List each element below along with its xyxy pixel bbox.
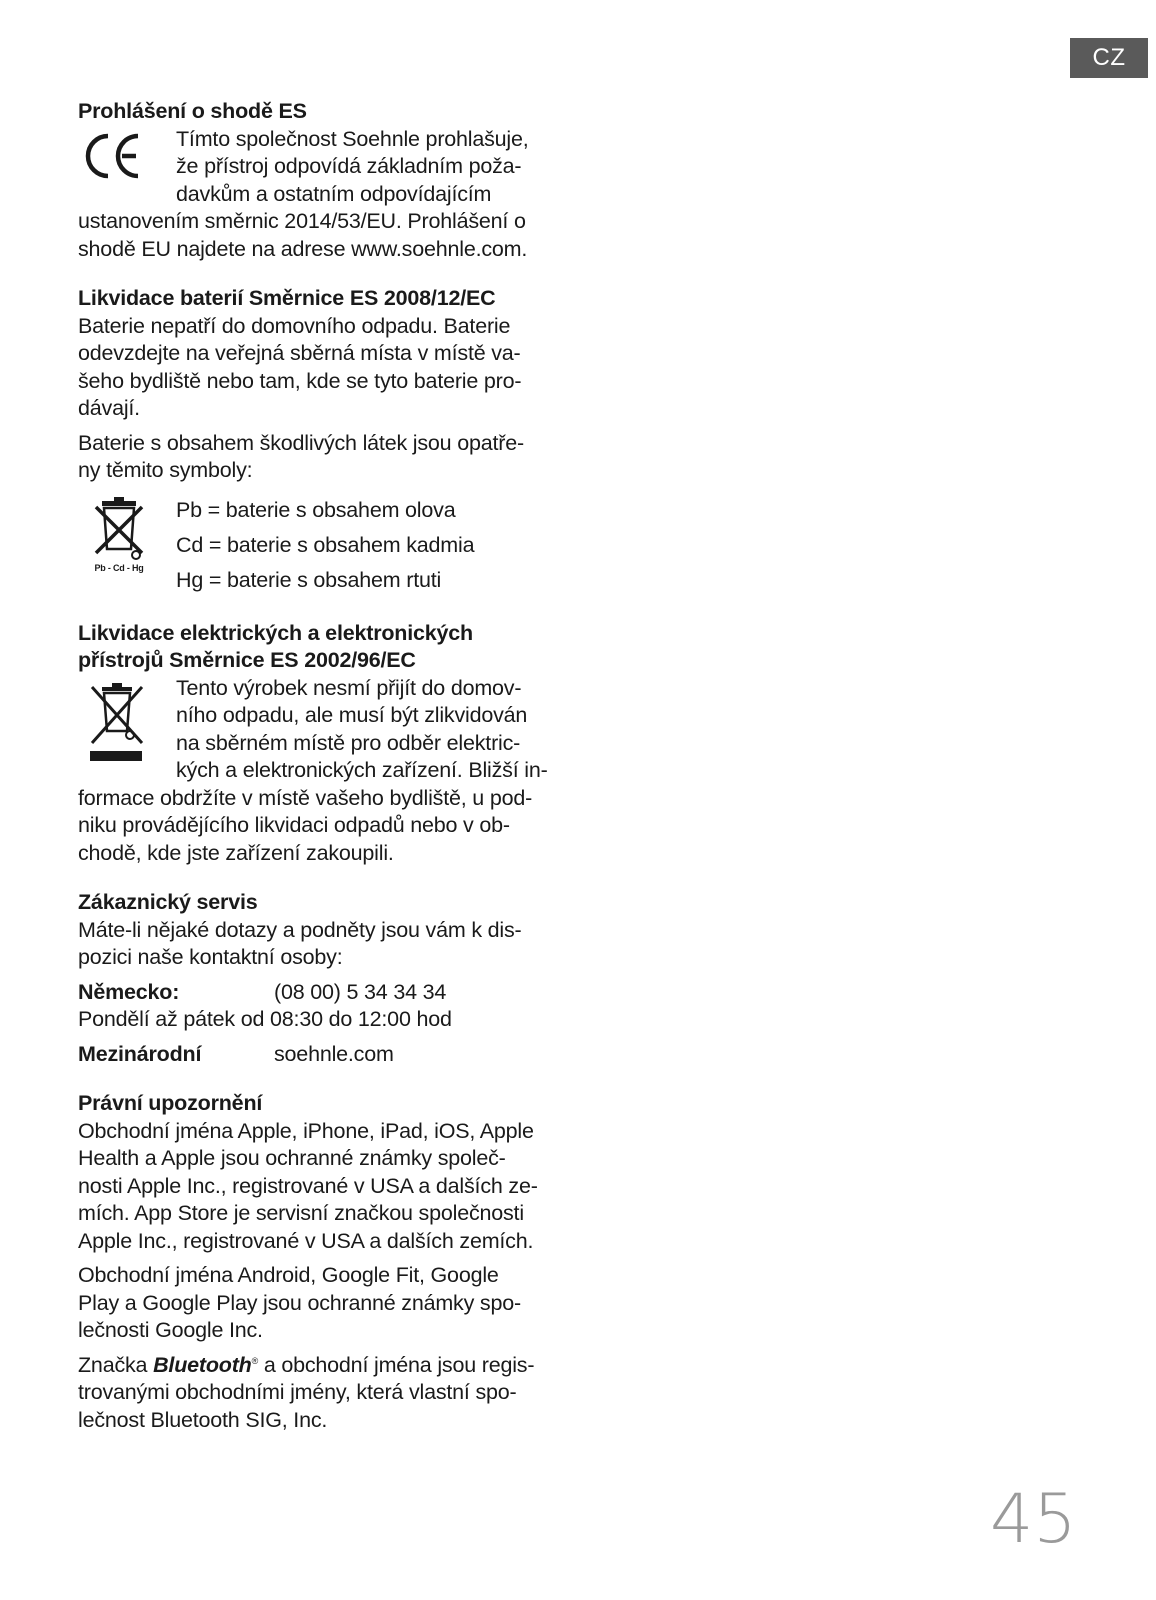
intl-contact — [78, 1041, 568, 1069]
ce-line: ustanovením směrnic 2014/53/EU. Prohlášení o — [78, 209, 526, 233]
bluetooth-prefix: Značka — [78, 1352, 154, 1377]
section-ce-declaration — [78, 98, 568, 263]
ce-line: Tímto společnost Soehnle prohlašuje, — [176, 126, 529, 151]
content-column — [78, 98, 568, 1456]
germany-contact — [78, 979, 568, 1007]
weee-line: niku provádějícího likvidaci odpadů nebo v ob- — [78, 813, 510, 837]
text-line: Obchodní jména Apple, iPhone, iPad, iOS, Apple — [78, 1118, 534, 1143]
weee-line: formace obdržíte v místě vašeho bydliště, u pod- — [78, 785, 533, 810]
heading-legal: Právní upozornění — [78, 1091, 263, 1115]
bluetooth-rest: a obchodní jména jsou regis- — [258, 1352, 535, 1377]
page-number: 45 — [990, 1480, 1077, 1559]
service-intro: Máte-li nějaké dotazy a podněty jsou vám k dis- — [78, 917, 522, 942]
text-line: Health a Apple jsou ochranné známky společ- — [78, 1146, 506, 1170]
germany-label: Německo: — [78, 979, 180, 1004]
text-line: lečnost Bluetooth SIG, Inc. — [78, 1407, 328, 1432]
symbol-hg: Hg = baterie s obsahem rtuti — [176, 567, 442, 592]
crossed-bin-weee-icon — [88, 681, 146, 763]
battery-para1 — [78, 313, 568, 423]
section-weee-disposal — [78, 620, 568, 868]
ce-line: shodě EU najdete na adrese www.soehnle.com. — [78, 236, 528, 261]
weee-line: chodě, kde jste zařízení zakoupili. — [78, 840, 394, 865]
text-line: šeho bydliště nebo tam, kde se tyto baterie pro- — [78, 368, 522, 393]
weee-line: kých a elektronických zařízení. Bližší in- — [176, 758, 548, 782]
symbol-cd: Cd = baterie s obsahem kadmia — [176, 532, 475, 557]
text-line: Baterie nepatří do domovního odpadu. Baterie — [78, 313, 511, 338]
text-line: ny těmito symboly: — [78, 458, 253, 482]
text-line: odevzdejte na veřejná sběrná místa v místě va- — [78, 341, 521, 365]
heading-ce: Prohlášení o shodě ES — [78, 99, 307, 123]
ce-line: že přístroj odpovídá základním poža- — [176, 154, 522, 178]
text-line: Obchodní jména Android, Google Fit, Google — [78, 1263, 499, 1287]
heading-battery: Likvidace baterií Směrnice ES 2008/12/EC — [78, 286, 496, 310]
service-intro: pozici naše kontaktní osoby: — [78, 945, 343, 969]
battery-icon-label: Pb - Cd - Hg — [94, 562, 144, 573]
bluetooth-brand: Bluetooth — [153, 1352, 252, 1377]
text-line: lečnosti Google Inc. — [78, 1318, 263, 1342]
text-line: nosti Apple Inc., registrované v USA a dalších ze- — [78, 1173, 538, 1198]
section-battery-disposal — [78, 285, 568, 598]
heading-weee: Likvidace elektrických a elektronických — [78, 620, 473, 645]
crossed-bin-battery-icon — [88, 495, 154, 575]
weee-block — [78, 675, 568, 868]
text-line: Baterie s obsahem škodlivých látek jsou opatře- — [78, 430, 524, 455]
text-line: dávají. — [78, 396, 140, 420]
weee-line: Tento výrobek nesmí přijít do domov- — [176, 675, 522, 700]
heading-weee: přístrojů Směrnice ES 2002/96/EC — [78, 648, 416, 672]
text-line: mích. App Store je servisní značkou společnosti — [78, 1201, 524, 1225]
language-tab: CZ — [1070, 38, 1148, 78]
text-line: trovanými obchodními jmény, která vlastní spo- — [78, 1380, 517, 1404]
legal-para1 — [78, 1118, 568, 1256]
weee-line: na sběrném místě pro odběr elektric- — [176, 730, 521, 755]
legal-para3 — [78, 1352, 568, 1435]
section-customer-service — [78, 889, 568, 1068]
ce-mark-icon — [84, 132, 142, 180]
ce-line: davkům a ostatním odpovídajícím — [176, 181, 492, 206]
symbol-pb: Pb = baterie s obsahem olova — [176, 497, 456, 522]
text-line — [78, 1352, 568, 1380]
service-hours: Pondělí až pátek od 08:30 do 12:00 hod — [78, 1007, 452, 1031]
intl-label: Mezinárodní — [78, 1041, 202, 1066]
legal-para2 — [78, 1262, 568, 1345]
battery-para2 — [78, 430, 568, 485]
weee-line: ního odpadu, ale musí být zlikvidován — [176, 703, 528, 727]
germany-phone: (08 00) 5 34 34 34 — [274, 979, 447, 1004]
intl-website: soehnle.com — [274, 1041, 394, 1066]
text-line: Play a Google Play jsou ochranné známky spo- — [78, 1290, 521, 1315]
battery-symbols — [78, 493, 568, 598]
text-line: Apple Inc., registrované v USA a dalších zemích. — [78, 1228, 534, 1253]
heading-service: Zákaznický servis — [78, 890, 258, 914]
section-legal-notice — [78, 1090, 568, 1434]
ce-block — [78, 126, 568, 264]
registered-mark: ® — [251, 1355, 259, 1366]
